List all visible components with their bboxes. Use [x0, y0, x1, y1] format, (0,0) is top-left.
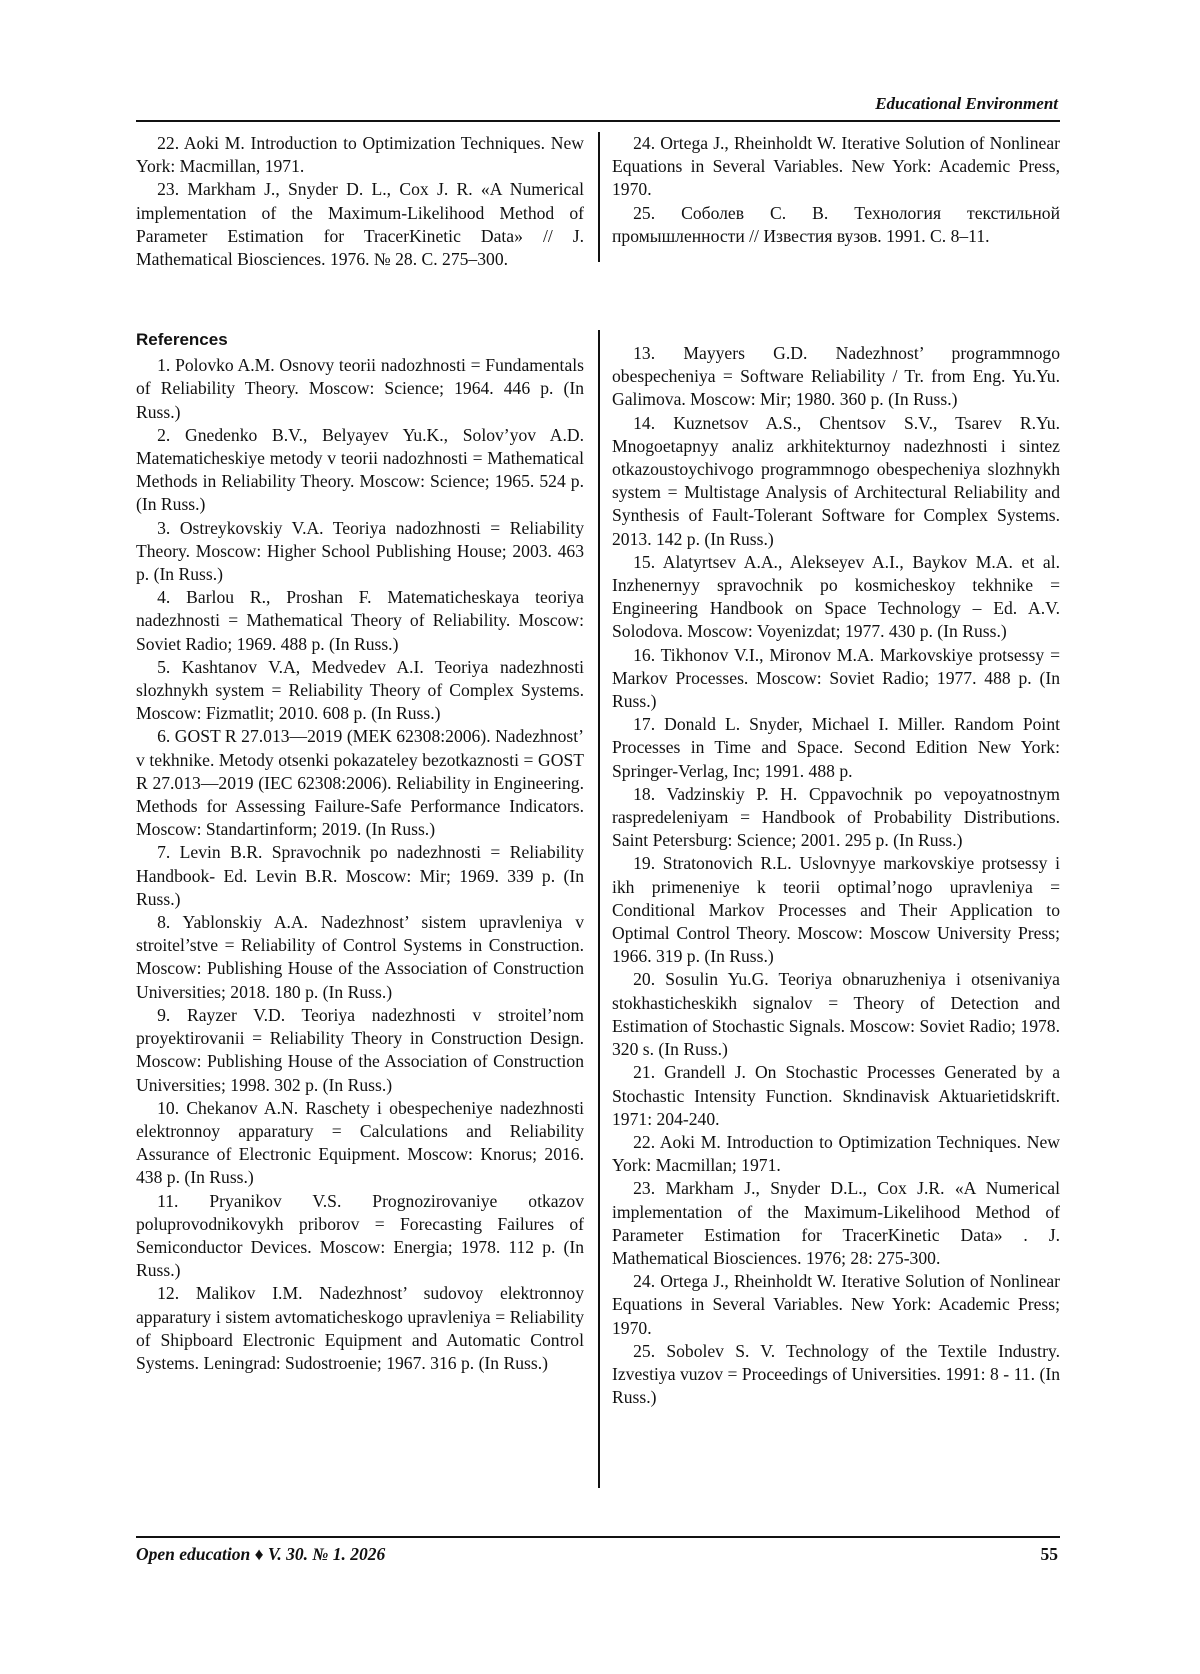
reference-item: 13. Mayyers G.D. Nadezhnost’ programmnogo obespecheniya = Software Reliability / Tr. from Eng. Yu.Yu. Galimova. Moscow: Mir; 1980. 360 p. (In Russ.) [612, 343, 1060, 410]
reference-item: 7. Levin B.R. Spravochnik po nadezhnosti = Reliability Handbook- Ed. Levin B.R. Moscow: Mir; 1969. 339 p. (In Russ.) [136, 842, 584, 909]
reference-item: 5. Kashtanov V.A, Medvedev A.I. Teoriya nadezhnosti slozhnykh system = Reliability Theory of Complex Systems. Moscow: Fizmatlit; 2010. 608 p. (In Russ.) [136, 656, 584, 724]
reference-item: 3. Ostreykovskiy V.A. Teoriya nadozhnosti = Reliability Theory. Moscow: Higher School Publishing House; 2003. 463 p. (In Russ.) [136, 517, 584, 585]
reference-item: 2. Gnedenko B.V., Belyayev Yu.K., Solov’yov A.D. Matematicheskiye metody v teorii nadozhnosti = Mathematical Methods in Reliability Theory. Moscow: Science; 1965. 524 p. (In Russ.) [136, 424, 584, 515]
reference-item: 21. Grandell J. On Stochastic Processes Generated by a Stochastic Intensity Function. Skndinavisk Aktuarietidskrift. 1971: 204-240. [612, 1062, 1060, 1129]
reference-item: 14. Kuznetsov A.S., Chentsov S.V., Tsarev R.Yu. Mnogoetapnyy analiz arkhitekturnoy nadezhnosti i sintez otkazoustoychivogo programmnogo obespecheniya slozhnykh system = Multistage Analysis of Architectural Reliability and Synthesis of Fault-Tolerant Software for Complex Systems. 2013. 142 p. (In Russ.) [612, 412, 1060, 549]
reference-item: 6. GOST R 27.013—2019 (MEK 62308:2006). Nadezhnost’ v tekhnike. Metody otsenki pokazateley bezotkaznosti = GOST R 27.013—2019 (IEC 62308:2006). Reliability in Engineering. Methods for Assessing Failure-Safe Performance Indicators. Moscow: Standartinform; 2019. (In Russ.) [136, 726, 584, 840]
reference-item: 16. Tikhonov V.I., Mironov M.A. Markovskiye protsessy = Markov Processes. Moscow: Soviet Radio; 1977. 488 p. (In Russ.) [612, 644, 1060, 712]
reference-item: 22. Aoki M. Introduction to Optimization Techniques. New York: Macmillan; 1971. [612, 1131, 1060, 1176]
references-right-column [612, 342, 1060, 1409]
top-column-divider [598, 132, 600, 262]
top-right-column [612, 132, 1060, 248]
top-ref-24: 24. Ortega J., Rheinholdt W. Iterative Solution of Nonlinear Equations in Several Variables. New York: Academic Press, 1970. [612, 133, 1060, 200]
reference-item: 12. Malikov I.M. Nadezhnost’ sudovoy elektronnoy apparatury i sistem avtomaticheskogo upravleniya = Reliability of Shipboard Electronic Equipment and Automatic Control Systems. Leningrad: Sudostroenie; 1967. 316 p. (In Russ.) [136, 1283, 584, 1373]
reference-item: 11. Pryanikov V.S. Prognozirovaniye otkazov poluprovodnikovykh priborov = Forecasting Failures of Semiconductor Devices. Moscow: Energia; 1978. 112 p. (In Russ.) [136, 1190, 584, 1281]
reference-item: 17. Donald L. Snyder, Michael I. Miller. Random Point Processes in Time and Space. Second Edition New York: Springer-Verlag, Inc; 1991. 488 p. [612, 714, 1060, 781]
references-heading: References [136, 330, 228, 349]
reference-item: 10. Chekanov A.N. Raschety i obespecheniye nadezhnosti elektronnoy apparatury = Calculations and Reliability Assurance of Electronic Equipment. Moscow: Knorus; 2016. 438 p. (In Russ.) [136, 1097, 584, 1188]
reference-item: 4. Barlou R., Proshan F. Matematicheskaya teoriya nadezhnosti = Mathematical Theory of Reliability. Moscow: Soviet Radio; 1969. 488 p. (In Russ.) [136, 587, 584, 654]
page-number: 55 [1040, 1544, 1058, 1564]
references-left-column [136, 328, 584, 1375]
reference-item: 23. Markham J., Snyder D.L., Cox J.R. «A Numerical implementation of the Maximum-Likelihood Method of Parameter Estimation for TracerKinetic Data» . J. Mathematical Biosciences. 1976; 28: 275-300. [612, 1178, 1060, 1268]
footer-rule [136, 1536, 1060, 1538]
top-ref-25: 25. Соболев С. В. Технология текстильной промышленности // Известия вузов. 1991. С. 8–11. [612, 202, 1060, 246]
top-ref-22: 22. Aoki M. Introduction to Optimization Techniques. New York: Macmillan, 1971. [136, 133, 584, 177]
header-rule [136, 120, 1060, 122]
reference-item: 15. Alatyrtsev A.A., Alekseyev A.I., Baykov M.A. et al. Inzhenernyy spravochnik po kosmicheskoy tekhnike = Engineering Handbook on Space Technology – Ed. A.V. Solodova. Moscow: Voyenizdat; 1977. 430 p. (In Russ.) [612, 551, 1060, 642]
reference-item: 20. Sosulin Yu.G. Teoriya obnaruzheniya i otsenivaniya stokhasticheskikh signalov = Theory of Detection and Estimation of Stochastic Signals. Moscow: Soviet Radio; 1978. 320 s. (In Russ.) [612, 969, 1060, 1060]
reference-item: 8. Yablonskiy A.A. Nadezhnost’ sistem upravleniya v stroitel’stve = Reliability of Control Systems in Construction. Moscow: Publishing House of the Association of Construction Universities; 2018. 180 p. (In Russ.) [136, 912, 584, 1002]
reference-item: 18. Vadzinskiy P. H. Cppavochnik po vepoyatnostnym raspredeleniyam = Handbook of Probability Distributions. Saint Petersburg: Science; 2001. 295 p. (In Russ.) [612, 783, 1060, 851]
running-head-title: Educational Environment [875, 94, 1058, 113]
footer-journal: Open education ♦ V. 30. № 1. 2026 [136, 1544, 386, 1564]
reference-item: 24. Ortega J., Rheinholdt W. Iterative Solution of Nonlinear Equations in Several Variables. New York: Academic Press; 1970. [612, 1271, 1060, 1338]
top-ref-23: 23. Markham J., Snyder D. L., Cox J. R. «A Numerical implementation of the Maximum-Likelihood Method of Parameter Estimation for TracerKinetic Data» // J. Mathematical Biosciences. 1976. № 28. С. 275–300. [136, 179, 584, 270]
reference-item: 9. Rayzer V.D. Teoriya nadezhnosti v stroitel’nom proyektirovanii = Reliability Theory in Construction Design. Moscow: Publishing House of the Association of Construction Universities; 1998. 302 p. (In Russ.) [136, 1004, 584, 1095]
reference-item: 1. Polovko A.M. Osnovy teorii nadozhnosti = Fundamentals of Reliability Theory. Moscow: Science; 1964. 446 p. (In Russ.) [136, 355, 584, 422]
references-column-divider [598, 330, 600, 1488]
top-left-column [136, 132, 584, 271]
reference-item: 25. Sobolev S. V. Technology of the Textile Industry. Izvestiya vuzov = Proceedings of Universities. 1991: 8 - 11. (In Russ.) [612, 1340, 1060, 1408]
reference-item: 19. Stratonovich R.L. Uslovnyye markovskiye protsessy i ikh primeneniye k teorii optimal’nogo upravleniya = Conditional Markov Processes and Their Application to Optimal Control Theory. Moscow: Moscow University Press; 1966. 319 p. (In Russ.) [612, 853, 1060, 967]
